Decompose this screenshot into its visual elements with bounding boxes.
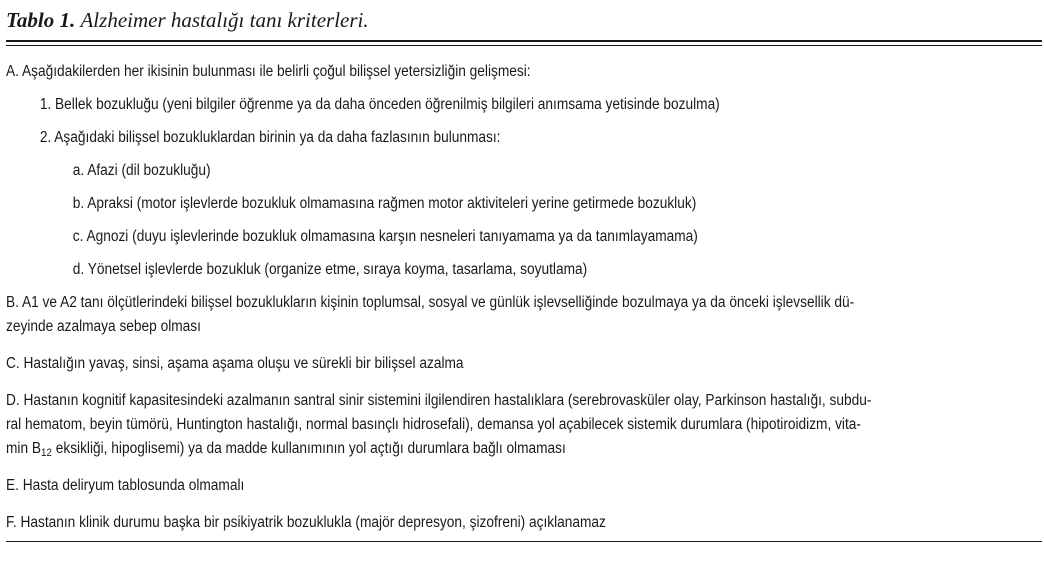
table-number: Tablo 1. xyxy=(6,8,76,32)
criterion-d-text: min B xyxy=(6,440,42,457)
criterion-b-line: zeyinde azalmaya sebep olması xyxy=(6,318,201,335)
criterion-d-text: eksikliği, hipoglisemi) ya da madde kullanımının yol açtığı durumlara bağlı olmaması xyxy=(51,440,566,457)
criterion-a2c: c. Agnozi (duyu işlevlerinde bozukluk olmamasına karşın nesneleri tanıyamama ya da tanımlayamama) xyxy=(72,228,698,245)
table-title: Alzheimer hastalığı tanı kriterleri. xyxy=(80,8,369,32)
criterion-a2b: b. Apraksi (motor işlevlerde bozukluk olmamasına rağmen motor aktiviteleri yerine getirmede bozukluk) xyxy=(72,195,697,212)
table-caption xyxy=(6,0,1042,36)
criterion-c: C. Hastalığın yavaş, sinsi, aşama aşama oluşu ve sürekli bir bilişsel azalma xyxy=(6,355,464,372)
criterion-d xyxy=(6,389,1042,461)
footer-rule xyxy=(6,541,1042,542)
criteria-table xyxy=(6,0,1042,535)
criterion-b-line: B. A1 ve A2 tanı ölçütlerindeki bilişsel bozuklukların kişinin toplumsal, sosyal ve günlük işlevselliğinde bozulmaya ya da önceki işlevsellik dü- xyxy=(6,294,855,311)
criterion-b xyxy=(6,291,1042,339)
criterion-a: A. Aşağıdakilerden her ikisinin bulunması ile belirli çoğul bilişsel yetersizliğin gelişmesi: xyxy=(6,63,531,80)
criterion-a2a: a. Afazi (dil bozukluğu) xyxy=(72,162,211,179)
criterion-a2: 2. Aşağıdaki bilişsel bozukluklardan birinin ya da daha fazlasının bulunması: xyxy=(39,129,501,146)
criterion-a2d: d. Yönetsel işlevlerde bozukluk (organize etme, sıraya koyma, tasarlama, soyutlama) xyxy=(72,261,588,278)
vitamin-subscript: 12 xyxy=(41,447,52,459)
criterion-f: F. Hastanın klinik durumu başka bir psikiyatrik bozuklukla (majör depresyon, şizofreni) açıklanamaz xyxy=(6,514,606,531)
criterion-d-line xyxy=(6,437,1042,461)
criteria-list xyxy=(6,46,1042,535)
criterion-d-line: D. Hastanın kognitif kapasitesindeki azalmanın santral sinir sistemini ilgilendiren hastalıklara (serebrovasküler olay, Parkinson hastalığı, subdu- xyxy=(6,392,872,409)
criterion-a1: 1. Bellek bozukluğu (yeni bilgiler öğrenme ya da daha önceden öğrenilmiş bilgileri anımsama yetisinde bozulma) xyxy=(39,96,720,113)
criterion-e: E. Hasta deliryum tablosunda olmamalı xyxy=(6,477,245,494)
criterion-d-line: ral hematom, beyin tümörü, Huntington hastalığı, normal basınçlı hidrosefali), demansa yol açabilecek sistemik durumlara (hipotiroidizm, vita- xyxy=(6,416,861,433)
